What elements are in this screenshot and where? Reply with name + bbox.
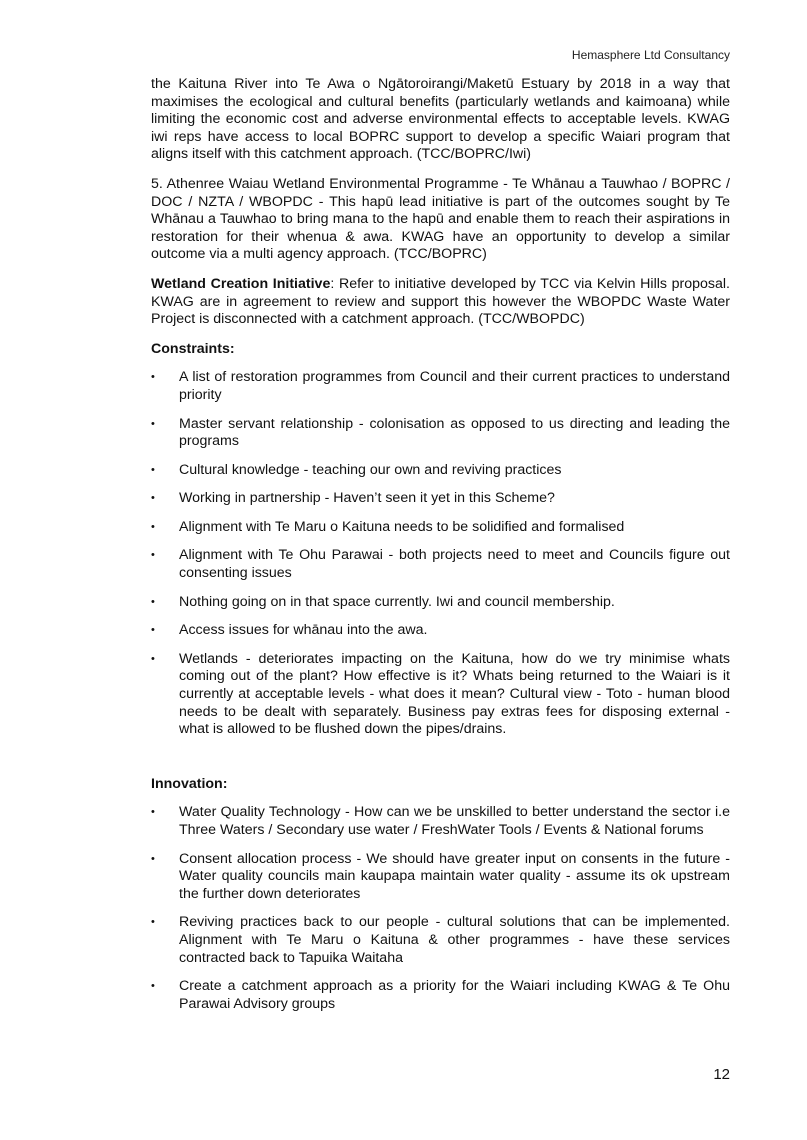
paragraph-kaituna-river: the Kaituna River into Te Awa o Ngātoroirangi/Maketū Estuary by 2018 in a way that maximises the ecological and cultural benefits (particularly wetlands and kaimoana) while limiting the economic cost and adverse environmental effects to acceptable levels. KWAG iwi reps have access to local BOPRC support to develop a specific Waiari program that aligns itself with this catchment approach. (TCC/BOPRC/Iwi) — [151, 76, 730, 163]
wetland-creation-lead: Wetland Creation Initiative — [151, 275, 331, 292]
constraints-list — [151, 369, 730, 739]
list-item: • Access issues for whānau into the awa. — [151, 622, 730, 640]
list-item: • A list of restoration programmes from Council and their current practices to understand priority — [151, 369, 730, 404]
running-header: Hemasphere Ltd Consultancy — [571, 48, 730, 62]
list-item: • Working in partnership - Haven’t seen it yet in this Scheme? — [151, 490, 730, 508]
list-item: • Create a catchment approach as a priority for the Waiari including KWAG & Te Ohu Parawai Advisory groups — [151, 978, 730, 1013]
list-item: • Consent allocation process - We should have greater input on consents in the future - Water quality councils main kaupapa maintain water quality - assume its ok upstream the further down deteriorates — [151, 851, 730, 904]
list-item: • Nothing going on in that space currently. Iwi and council membership. — [151, 594, 730, 612]
list-item: • Reviving practices back to our people - cultural solutions that can be implemented. Alignment with Te Maru o Kaituna & other programmes - have these services contracted back to Tapuika Waitaha — [151, 914, 730, 967]
list-item: • Alignment with Te Maru o Kaituna needs to be solidified and formalised — [151, 519, 730, 537]
innovation-list — [151, 804, 730, 1013]
section-spacer — [151, 750, 730, 776]
list-item: • Cultural knowledge - teaching our own and reviving practices — [151, 462, 730, 480]
paragraph-athenree-programme: 5. Athenree Waiau Wetland Environmental Programme - Te Whānau a Tauwhao / BOPRC / DOC / NZTA / WBOPDC - This hapū lead initiative is part of the outcomes sought by Te Whānau a Tauwhao to bring mana to the hapū and enable them to reach their aspirations in restoration for their whenua & awa. KWAG have an opportunity to develop a similar outcome via a multi agency approach. (TCC/BOPRC) — [151, 175, 730, 263]
list-item: • Water Quality Technology - How can we be unskilled to better understand the sector i.e Three Waters / Secondary use water / FreshWater Tools / Events & National forums — [151, 804, 730, 839]
paragraph-wetland-creation — [151, 276, 730, 329]
list-item: • Wetlands - deteriorates impacting on the Kaituna, how do we try minimise whats coming out of the plant? How effective is it? Whats being returned to the Waiari is it currently at acceptable levels - what does it mean? Cultural view - Toto - human blood needs to be dealt with separately. Business pay extras fees for disposing external - what is allowed to be flushed down the pipes/drains. — [151, 651, 730, 739]
list-item: • Alignment with Te Ohu Parawai - both projects need to meet and Councils figure out consenting issues — [151, 547, 730, 582]
innovation-heading: Innovation: — [151, 775, 228, 792]
page-body — [151, 76, 730, 1024]
constraints-heading: Constraints: — [151, 340, 235, 357]
list-item: • Master servant relationship - colonisation as opposed to us directing and leading the programs — [151, 416, 730, 451]
page-number: 12 — [713, 1066, 730, 1083]
wetland-creation-text: : Refer to initiative developed by TCC via Kelvin Hills proposal. KWAG are in agreement to review and support this however the WBOPDC Waste Water Project is disconnected with a catchment approach. (TCC/WBOPDC) — [151, 275, 730, 328]
